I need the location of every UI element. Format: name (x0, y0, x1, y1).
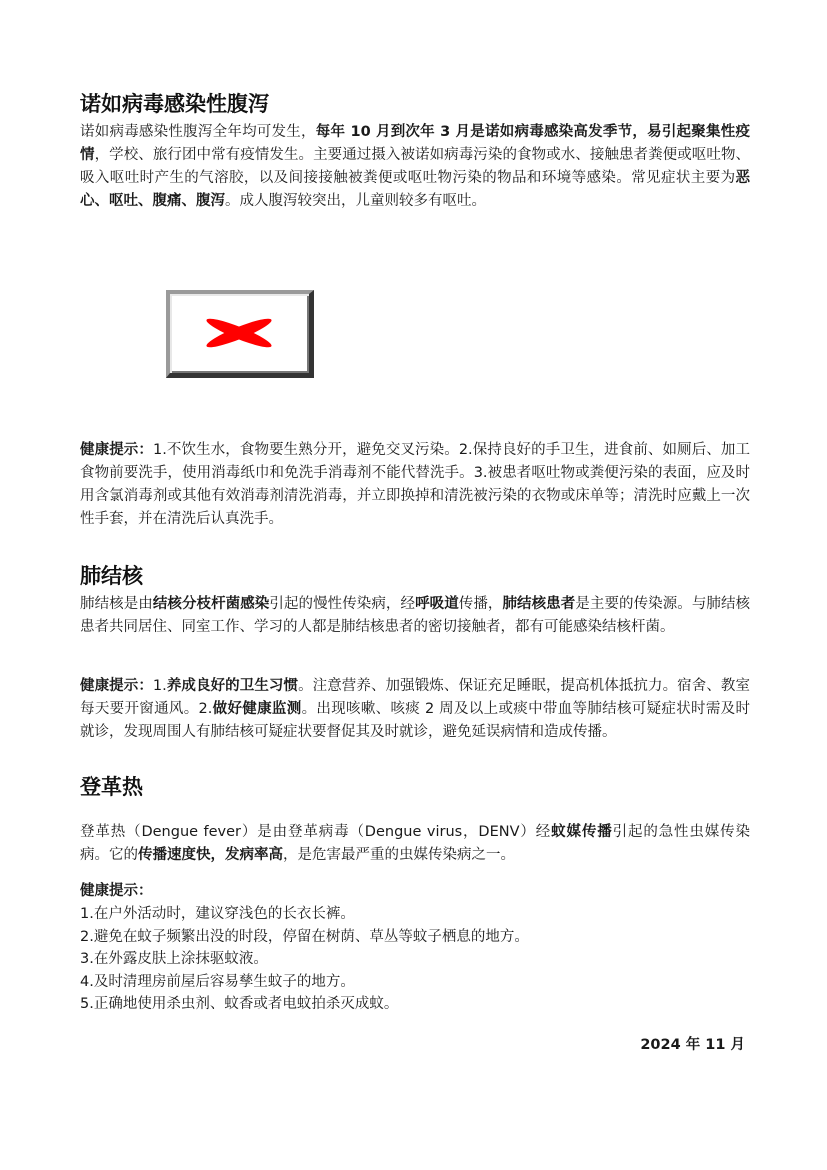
emphasis-text: 每年 10 月到次年 3 月是诺如病毒感染高发季节，易引起聚集性疫情 (80, 124, 750, 163)
broken-image-icon (166, 290, 314, 378)
text-run: 肺结核是由 (80, 596, 153, 612)
list-item: 1.在户外活动时，建议穿浅色的长衣长裤。 (80, 906, 355, 922)
emphasis-text: 养成良好的卫生习惯 (166, 678, 299, 694)
text-run: 传播， (458, 596, 503, 612)
text-run: 。注意营养、加强锻炼、保证充足睡眠，提高机体抵抗力。宿舍、教室每天要开窗通风。2. (80, 678, 750, 717)
section-title-tuberculosis: 肺结核 (80, 564, 143, 588)
text-run: ，是危害最严重的虫媒传染病之一。 (283, 847, 515, 863)
emphasis-text: 蚊媒传播 (551, 824, 613, 840)
text-run: 1. (152, 678, 167, 694)
text-run: 引起的急性虫媒传染病。它的 (80, 824, 751, 863)
tips-label: 健康提示： (80, 442, 153, 458)
text-run: 登革热（Dengue fever）是由登革病毒（Dengue virus，DENV）经 (80, 824, 552, 840)
norovirus-health-tips (80, 439, 750, 531)
text-run: 。成人腹泻较突出，儿童则较多有呕吐。 (225, 193, 486, 209)
text-run: 诺如病毒感染性腹泻全年均可发生， (80, 124, 316, 140)
text-run: ，学校、旅行团中常有疫情发生。主要通过摄入被诺如病毒污染的食物或水、接触患者粪便或呕吐物、吸入呕吐时产生的气溶胶，以及间接接触被粪便或呕吐物污染的物品和环境等感染。常见症状主要为 (80, 147, 751, 186)
text-run: 引起的慢性传染病，经 (269, 596, 416, 612)
tips-text (80, 678, 750, 740)
emphasis-text: 结核分枝杆菌感染 (152, 596, 270, 612)
tuberculosis-intro (80, 593, 750, 639)
emphasis-text: 呼吸道 (415, 596, 459, 612)
emphasis-text: 恶心、呕吐、腹痛、腹泻 (80, 170, 750, 209)
list-item: 2.避免在蚊子频繁出没的时段，停留在树荫、草丛等蚊子栖息的地方。 (80, 928, 529, 945)
section-title-dengue: 登革热 (80, 775, 143, 799)
norovirus-intro (80, 121, 750, 213)
emphasis-text: 传播速度快，发病率高 (138, 847, 283, 863)
text-run: 是主要的传染源。与肺结核患者共同居住、同室工作、学习的人都是肺结核患者的密切接触者，都有可能感染结核杆菌。 (80, 596, 751, 635)
list-item: 4.及时清理房前屋后容易孳生蚊子的地方。 (80, 973, 355, 990)
text-run: 。出现咳嗽、咳痰 2 周及以上或痰中带血等肺结核可疑症状时需及时就诊，发现周围人有肺结核可疑症状要督促其及时就诊，避免延误病情和造成传播。 (80, 701, 750, 740)
text-run: 1.不饮生水，食物要生熟分开，避免交叉污染。2.保持良好的手卫生，进食前、如厕后、加工食物前要洗手，使用消毒纸巾和免洗手消毒剂不能代替洗手。3.被患者呕吐物或粪便污染的表面，应及时用含氯消毒剂或其他有效消毒剂清洗消毒，并立即换掉和清洗被污染的衣物或床单等；清洗时应戴上一次性手套，并在清洗后认真洗手。 (80, 442, 750, 527)
dengue-tips-label: 健康提示： (80, 883, 153, 899)
dengue-intro (80, 821, 750, 867)
dengue-tips-list (80, 903, 529, 1016)
tuberculosis-health-tips (80, 675, 750, 744)
section-title-norovirus: 诺如病毒感染性腹泻 (80, 92, 269, 116)
document-date: 2024 年 11 月 (640, 1037, 745, 1053)
list-item: 5.正确地使用杀虫剂、蚊香或者电蚊拍杀灭成蚊。 (80, 996, 399, 1012)
emphasis-text: 肺结核患者 (502, 596, 576, 612)
tips-label: 健康提示： (80, 678, 153, 694)
emphasis-text: 做好健康监测 (212, 701, 302, 717)
list-item: 3.在外露皮肤上涂抹驱蚊液。 (80, 951, 268, 967)
tips-text (80, 442, 750, 527)
